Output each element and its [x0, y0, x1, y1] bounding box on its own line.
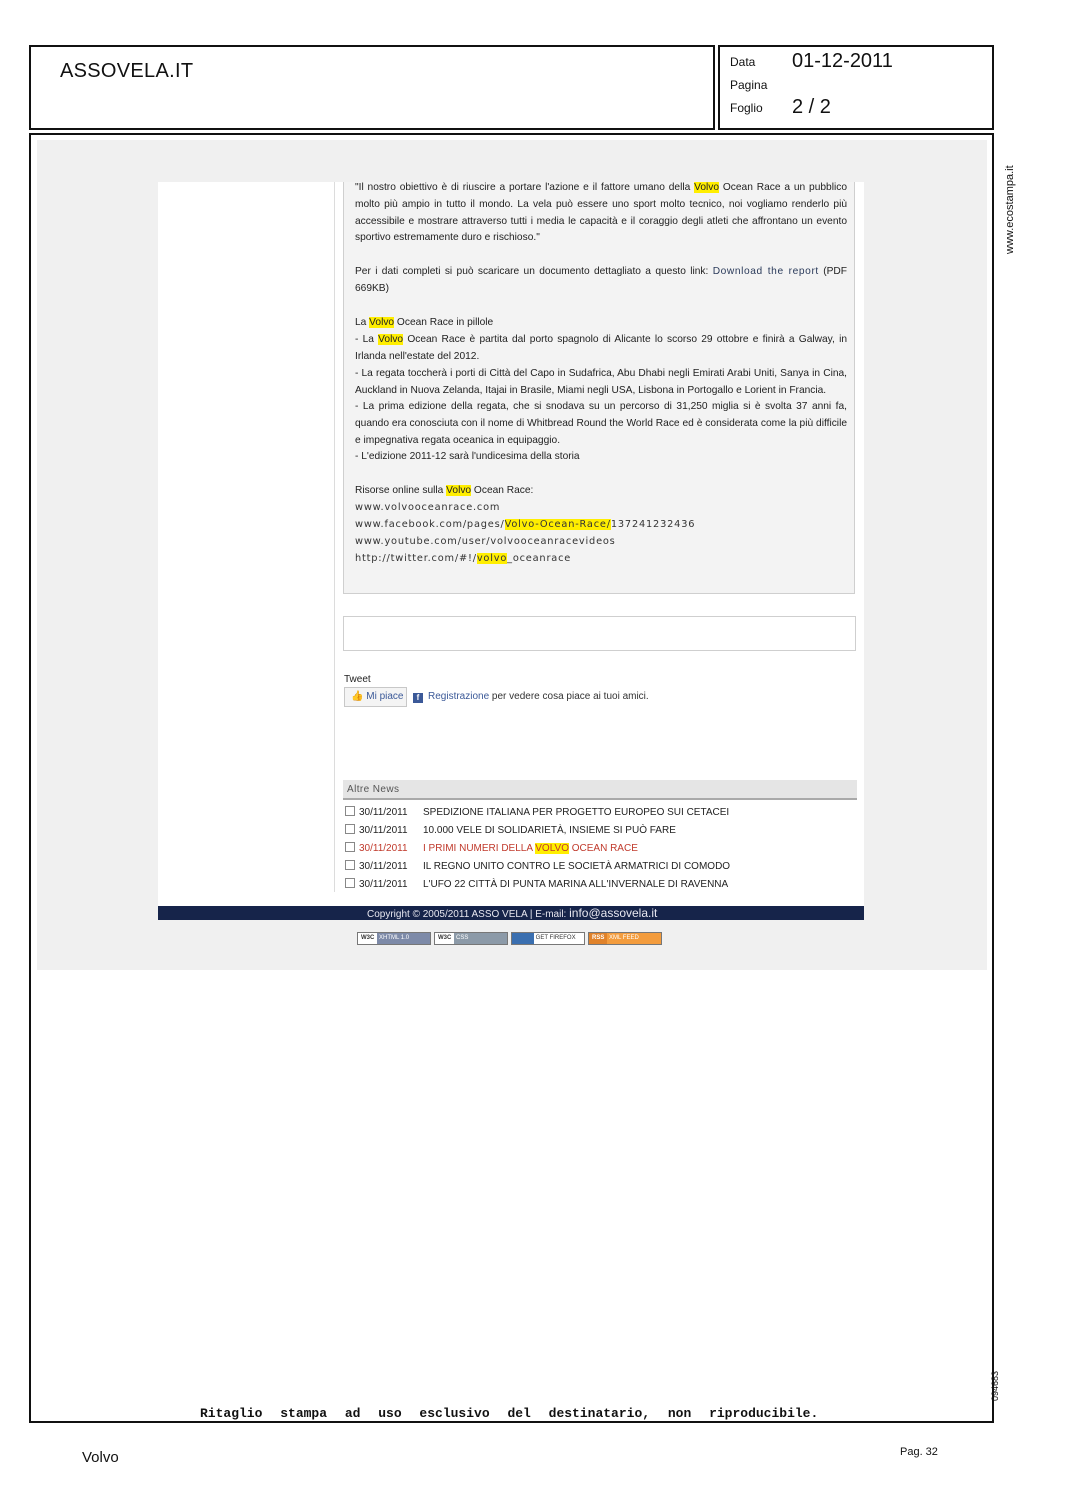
topic-label: Volvo — [82, 1449, 119, 1466]
document-code: 094683 — [990, 1370, 1001, 1402]
ecostampa-watermark: www.ecostampa.it — [1004, 165, 1016, 254]
link-facebook[interactable]: www.facebook.com/pages/Volvo-Ocean-Race/137241232436 — [355, 519, 696, 530]
bullet-2: - La regata toccherà i porti di Città del Capo in Sudafrica, Abu Dhabi negli Emirati Arabi Uniti, Sanya in Cina, Auckland in Nuova Zelanda, Itajai in Brasile, Miami negli USA, Lisbona in Portogallo e Lorient in Francia. — [355, 368, 847, 396]
calendar-icon — [345, 860, 355, 870]
calendar-icon — [345, 878, 355, 888]
css-badge[interactable]: W3C CSS — [434, 932, 508, 945]
link-volvooceanrace[interactable]: www.volvooceanrace.com — [355, 502, 501, 513]
thumbs-up-icon: 👍 — [351, 691, 364, 702]
data-value: 01-12-2011 — [792, 50, 893, 72]
header-publication-box — [29, 45, 715, 130]
news-item[interactable]: 30/11/2011 SPEDIZIONE ITALIANA PER PROGETTO EUROPEO SUI CETACEI — [345, 806, 729, 818]
firefox-badge[interactable]: GET FIREFOX — [511, 932, 585, 945]
xhtml-badge[interactable]: W3C XHTML 1.0 — [357, 932, 431, 945]
bullet-4: - L'edizione 2011-12 sarà l'undicesima della storia — [355, 451, 580, 462]
bullet-3: - La prima edizione della regata, che si snodava su un percorso di 31,250 miglia si è svolta 37 anni fa, quando era conosciuta con il nome di Whitbread Round the World Race ed è considerata come la più difficile e impegnativa regata oceanica in equipaggio. — [355, 401, 847, 446]
news-item-current[interactable]: 30/11/2011 I PRIMI NUMERI DELLA VOLVO OCEAN RACE — [345, 842, 638, 854]
link-twitter[interactable]: http://twitter.com/#!/volvo_oceanrace — [355, 553, 572, 564]
calendar-icon — [345, 824, 355, 834]
rss-badge[interactable]: RSS XML FEED — [588, 932, 662, 945]
publication-name: ASSOVELA.IT — [60, 60, 194, 82]
firefox-icon — [512, 933, 534, 944]
calendar-icon — [345, 806, 355, 816]
like-button[interactable]: 👍 Mi piace — [344, 687, 407, 707]
comment-box[interactable] — [343, 616, 856, 651]
news-item[interactable]: 30/11/2011 10.000 VELE DI SOLIDARIETÀ, INSIEME SI PUÒ FARE — [345, 824, 676, 836]
data-label: Data — [730, 55, 756, 69]
foglio-label: Foglio — [730, 101, 763, 115]
link-youtube[interactable]: www.youtube.com/user/volvooceanracevideos — [355, 536, 616, 547]
copyright-text: Copyright © 2005/2011 ASSO VELA | E-mail: info@assovela.it — [367, 906, 658, 920]
column-divider — [334, 182, 335, 892]
pillole-heading: La Volvo Ocean Race in pillole — [355, 317, 494, 328]
report-paragraph: Per i dati completi si può scaricare un documento dettagliato a questo link: Download the report (PDF 669KB) — [355, 266, 847, 294]
tweet-button[interactable]: Tweet — [344, 674, 371, 685]
pagina-label: Pagina — [730, 78, 768, 92]
registrazione-link[interactable]: Registrazione — [428, 691, 490, 702]
page-number: Pag. 32 — [900, 1446, 938, 1458]
bullet-1: - La Volvo Ocean Race è partita dal porto spagnolo di Alicante lo scorso 29 ottobre e finirà a Galway, in Irlanda nell'estate del 2012. — [355, 334, 847, 362]
disclaimer: Ritaglio stampa ad uso esclusivo del destinatario, non riproducibile. — [200, 1406, 819, 1421]
facebook-icon: f — [413, 693, 423, 703]
altre-news-header: Altre News — [343, 780, 857, 800]
quote-paragraph: "Il nostro obiettivo è di riuscire a portare l'azione e il fattore umano della Volvo Ocean Race a un pubblico molto più ampio in tutto il mondo. La vela può essere uno sport molto tecnico, noi vogliamo renderlo più accessibile e mostrare attraverso tutti i media le capacità e il coraggio degli atleti che affrontano un evento sportivo estremamente duro e rischioso." — [355, 182, 847, 244]
email-link[interactable]: info@assovela.it — [569, 906, 658, 920]
site-footer — [158, 906, 864, 920]
facebook-prompt: f Registrazione per vedere cosa piace ai tuoi amici. — [413, 691, 649, 703]
news-item[interactable]: 30/11/2011 IL REGNO UNITO CONTRO LE SOCIETÀ ARMATRICI DI COMODO — [345, 860, 730, 872]
calendar-icon — [345, 842, 355, 852]
download-report-link[interactable]: Download the report — [712, 266, 819, 277]
risorse-heading: Risorse online sulla Volvo Ocean Race: — [355, 485, 534, 496]
news-item[interactable]: 30/11/2011 L'UFO 22 CITTÀ DI PUNTA MARINA ALL'INVERNALE DI RAVENNA — [345, 878, 728, 890]
foglio-value: 2 / 2 — [792, 96, 831, 118]
